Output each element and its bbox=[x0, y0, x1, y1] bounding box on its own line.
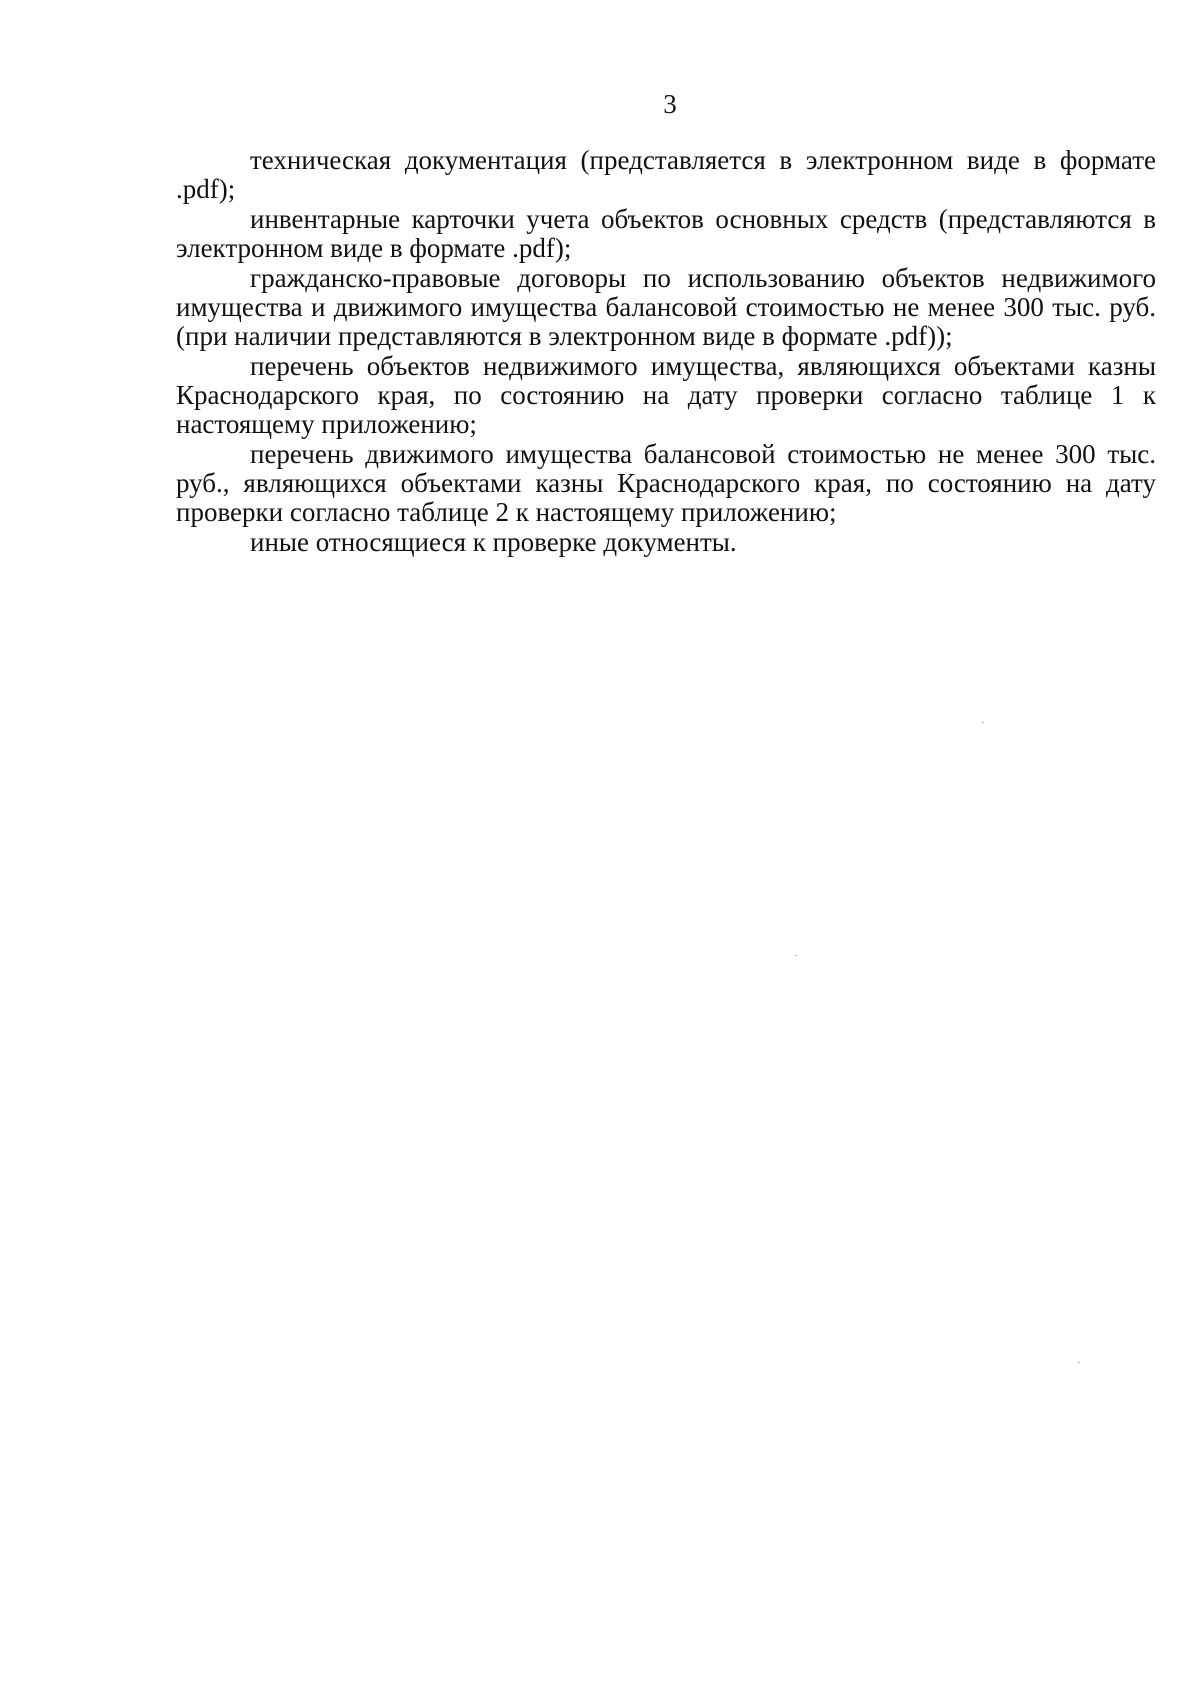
paragraph-movable-property-list: перечень движимого имущества балансовой стоимостью не менее 300 тыс. руб., являющихся объектами казны Краснодарского края, по состоянию на дату проверки согласно таблице 2 к настоящему приложению; bbox=[176, 439, 1156, 527]
paragraph-technical-documentation: техническая документация (представляется в электронном виде в формате .pdf); bbox=[176, 145, 1156, 204]
paragraph-other-documents: иные относящиеся к проверке документы. bbox=[250, 527, 737, 557]
paragraph-inventory-cards: инвентарные карточки учета объектов основных средств (представляются в электронном виде в формате .pdf); bbox=[176, 204, 1156, 263]
document-body bbox=[176, 146, 1156, 558]
paragraph-civil-contracts: гражданско-правовые договоры по использованию объектов недвижимого имущества и движимого имущества балансовой стоимостью не менее 300 тыс. руб. (при наличии представляются в электронном виде в формате .pdf)); bbox=[176, 263, 1156, 351]
paragraph-real-estate-list: перечень объектов недвижимого имущества, являющихся объектами казны Краснодарского края, по состоянию на дату проверки согласно таблице 1 к настоящему приложению; bbox=[176, 351, 1156, 439]
page-number: 3 bbox=[663, 89, 677, 119]
